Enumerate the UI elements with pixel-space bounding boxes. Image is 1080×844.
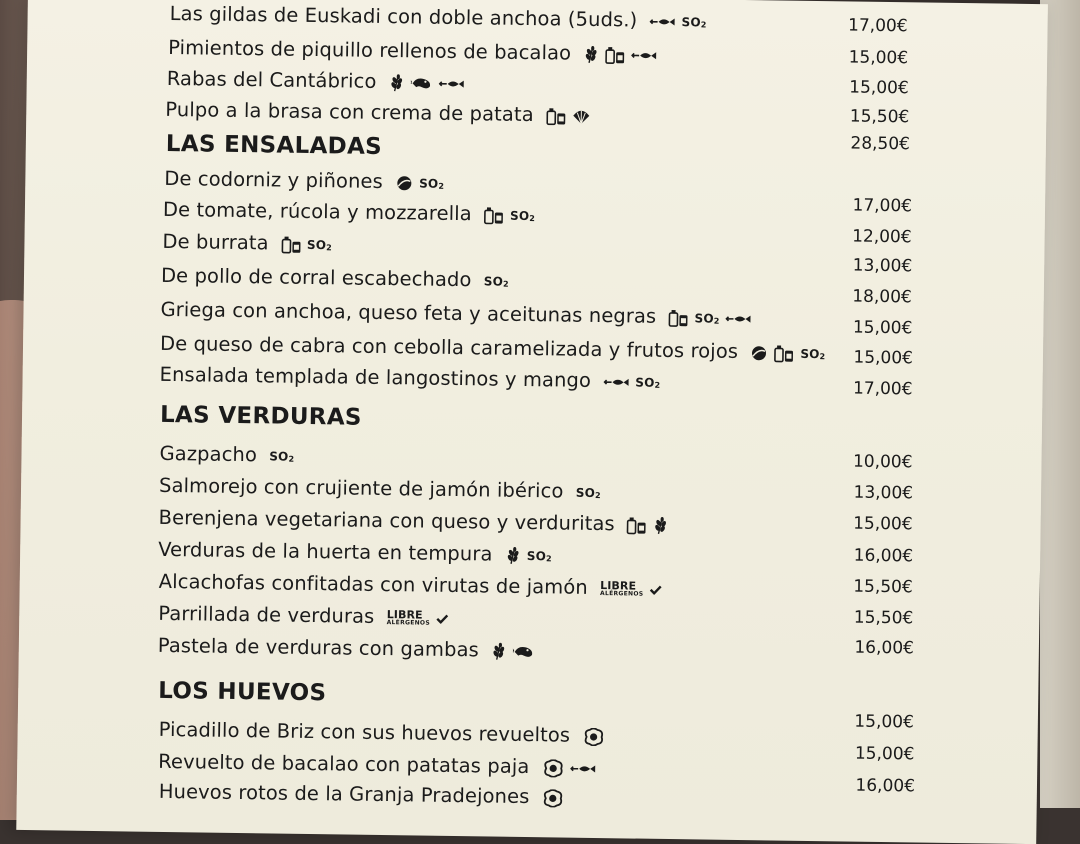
menu-item bbox=[158, 602, 448, 629]
item-price: 16,00€ bbox=[853, 545, 914, 567]
item-price: 15,00€ bbox=[853, 513, 913, 535]
sulphites-icon: $SO_2$ bbox=[419, 175, 445, 191]
menu-content bbox=[16, 0, 1048, 844]
allergen-icons bbox=[387, 609, 449, 627]
menu-item bbox=[159, 442, 294, 467]
item-name: Ensalada templada de langostinos y mango bbox=[159, 362, 592, 392]
fish-icon bbox=[650, 16, 676, 26]
allergen-icons bbox=[603, 375, 660, 390]
sulphites-icon: $SO_2$ bbox=[635, 375, 661, 390]
sulphites-icon: $SO_2$ bbox=[526, 548, 552, 563]
item-price: 10,00€ bbox=[852, 451, 913, 473]
item-price: 15,50€ bbox=[849, 106, 910, 128]
menu-item bbox=[160, 298, 751, 329]
allergen-icons bbox=[389, 74, 465, 93]
item-price: 28,50€ bbox=[850, 133, 911, 155]
item-name: Revuelto de bacalao con patatas paja bbox=[158, 749, 530, 779]
section-heading: LOS HUEVOS bbox=[158, 677, 327, 707]
item-price: 15,00€ bbox=[849, 77, 909, 99]
item-name: De codorniz y piñones bbox=[164, 166, 384, 193]
allergen-icons bbox=[600, 580, 662, 598]
item-name: Huevos rotos de la Granja Pradejones bbox=[158, 779, 530, 809]
item-price: 18,00€ bbox=[852, 286, 912, 308]
gluten-icon bbox=[491, 642, 507, 660]
fish-icon bbox=[726, 313, 752, 323]
item-price: 17,00€ bbox=[852, 378, 913, 400]
sulphites-icon: $SO_2$ bbox=[306, 237, 333, 252]
item-price: 15,00€ bbox=[848, 47, 909, 69]
sulphites-icon: $SO_2$ bbox=[509, 208, 536, 223]
shrimp-icon bbox=[513, 643, 535, 659]
item-price: 15,50€ bbox=[853, 607, 914, 629]
menu-item bbox=[168, 36, 658, 66]
item-name: De pollo de corral escabechado bbox=[160, 263, 472, 292]
dairy-icon bbox=[774, 344, 794, 362]
item-name: Verduras de la huerta en tempura bbox=[158, 537, 493, 566]
allergen-icons bbox=[505, 546, 552, 565]
allergen-icons bbox=[484, 206, 535, 225]
sulphites-icon: $SO_2$ bbox=[269, 448, 295, 464]
menu-item bbox=[160, 332, 826, 364]
item-price: 15,00€ bbox=[852, 317, 913, 339]
item-price: 15,00€ bbox=[854, 743, 915, 765]
allergen-free-badge: LIBRE ALÉRGENOS bbox=[386, 608, 431, 627]
menu-item bbox=[162, 230, 332, 255]
item-name: Pimientos de piquillo rellenos de bacalao bbox=[168, 35, 572, 65]
item-name: Parrillada de verduras bbox=[158, 601, 375, 628]
item-name: Pastela de verduras con gambas bbox=[157, 633, 480, 662]
mollusc-icon bbox=[572, 108, 590, 124]
dairy-icon bbox=[605, 46, 625, 64]
fish-icon bbox=[570, 763, 596, 773]
item-price: 15,50€ bbox=[853, 576, 913, 598]
menu-item bbox=[159, 570, 662, 600]
item-price: 15,00€ bbox=[853, 347, 914, 369]
item-name: Berenjena vegetariana con queso y verduritas bbox=[158, 505, 615, 536]
sulphites-icon: $SO_2$ bbox=[483, 273, 509, 289]
allergen-icons bbox=[542, 789, 564, 807]
dairy-icon bbox=[546, 107, 566, 125]
menu-paper bbox=[16, 0, 1048, 844]
allergen-free-badge: LIBRE ALÉRGENOS bbox=[600, 579, 644, 598]
item-price: 16,00€ bbox=[855, 775, 916, 797]
dairy-icon bbox=[627, 516, 647, 534]
sulphites-icon: $SO_2$ bbox=[575, 485, 601, 500]
check-icon bbox=[436, 613, 448, 623]
menu-item bbox=[159, 363, 660, 393]
nuts-icon bbox=[395, 175, 413, 191]
allergen-icons bbox=[484, 274, 509, 288]
item-name: Gazpacho bbox=[159, 441, 258, 467]
egg-icon bbox=[582, 727, 604, 745]
item-name: Alcachofas confitadas con virutas de jamón bbox=[158, 569, 588, 599]
item-name: De queso de cabra con cebolla caramelizada y frutos rojos bbox=[159, 331, 739, 363]
allergen-icons bbox=[582, 727, 604, 745]
allergen-icons bbox=[542, 759, 596, 778]
allergen-icons bbox=[546, 107, 590, 126]
dairy-icon bbox=[668, 308, 688, 326]
dairy-icon bbox=[281, 235, 301, 253]
item-price: 13,00€ bbox=[853, 482, 914, 504]
menu-item bbox=[163, 198, 535, 226]
item-price: 17,00€ bbox=[847, 15, 908, 37]
item-name: Pulpo a la brasa con crema de patata bbox=[165, 97, 534, 127]
item-name: De tomate, rúcola y mozzarella bbox=[162, 197, 472, 226]
item-price: 15,00€ bbox=[854, 711, 914, 733]
dairy-icon bbox=[484, 206, 504, 224]
menu-item bbox=[167, 67, 465, 94]
item-price: 13,00€ bbox=[852, 255, 913, 277]
menu-item bbox=[165, 98, 590, 127]
allergen-icons bbox=[281, 235, 332, 254]
sulphites-icon: $SO_2$ bbox=[800, 346, 826, 361]
fish-icon bbox=[631, 50, 657, 60]
menu-item bbox=[170, 2, 707, 32]
section-heading: LAS ENSALADAS bbox=[165, 130, 383, 160]
nuts-icon bbox=[750, 345, 768, 361]
item-name: Griega con anchoa, queso feta y aceitunas negras bbox=[160, 297, 657, 328]
item-price: 16,00€ bbox=[854, 637, 915, 659]
menu-item bbox=[159, 780, 564, 809]
menu-item bbox=[159, 718, 605, 747]
gluten-icon bbox=[653, 516, 669, 534]
section-heading: LAS VERDURAS bbox=[159, 401, 362, 431]
egg-icon bbox=[542, 759, 564, 777]
allergen-icons bbox=[576, 485, 601, 499]
menu-item bbox=[161, 264, 509, 292]
item-price: 17,00€ bbox=[852, 195, 913, 217]
item-name: Las gildas de Euskadi con doble anchoa (5uds.) bbox=[169, 1, 638, 32]
menu-item bbox=[158, 634, 536, 662]
allergen-icons bbox=[491, 642, 535, 661]
sulphites-icon: $SO_2$ bbox=[681, 14, 707, 29]
sulphites-icon: $SO_2$ bbox=[694, 310, 720, 326]
check-icon bbox=[649, 584, 661, 594]
gluten-icon bbox=[505, 546, 521, 564]
item-name: De burrata bbox=[162, 229, 269, 255]
menu-item bbox=[158, 538, 552, 566]
allergen-icons bbox=[269, 449, 294, 463]
gluten-icon bbox=[583, 45, 599, 63]
item-name: Rabas del Cantábrico bbox=[166, 66, 377, 93]
allergen-icons bbox=[627, 516, 669, 535]
menu-item bbox=[158, 506, 669, 536]
egg-icon bbox=[542, 789, 564, 807]
item-name: Picadillo de Briz con sus huevos revueltos bbox=[158, 717, 571, 747]
allergen-icons bbox=[668, 308, 751, 327]
gluten-icon bbox=[389, 74, 405, 92]
allergen-icons bbox=[395, 175, 444, 192]
fish-icon bbox=[439, 78, 465, 88]
fish-icon bbox=[603, 377, 629, 387]
menu-item bbox=[164, 167, 444, 194]
menu-item bbox=[159, 474, 601, 503]
item-price: 12,00€ bbox=[852, 226, 912, 248]
menu-item bbox=[158, 750, 596, 779]
allergen-icons bbox=[583, 45, 657, 64]
item-name: Salmorejo con crujiente de jamón ibérico bbox=[158, 473, 564, 503]
allergen-icons bbox=[650, 14, 707, 29]
shrimp-icon bbox=[411, 75, 433, 91]
